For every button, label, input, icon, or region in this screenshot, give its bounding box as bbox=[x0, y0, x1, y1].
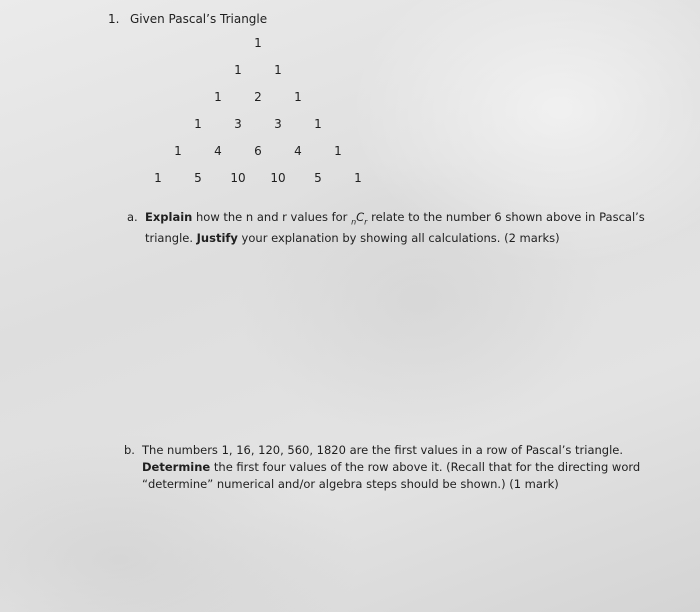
triangle-number: 4 bbox=[294, 144, 302, 158]
triangle-number: 1 bbox=[294, 90, 302, 104]
triangle-number: 1 bbox=[334, 144, 342, 158]
part-a-line-2: triangle. Justify your explanation by showing all calculations. (2 marks) bbox=[145, 231, 560, 246]
triangle-number: 1 bbox=[174, 144, 182, 158]
triangle-number: 10 bbox=[230, 171, 246, 185]
triangle-number: 1 bbox=[274, 63, 282, 77]
part-b-line-3: “determine” numerical and/or algebra steps should be shown.) (1 mark) bbox=[142, 477, 559, 491]
part-b bbox=[124, 442, 641, 493]
part-a-line-1: Explain how the n and r values for $_nC_r$ relate to the number 6 shown above in Pascal’s bbox=[145, 210, 645, 227]
triangle-number: 4 bbox=[214, 144, 222, 158]
part-a-label: a. bbox=[127, 210, 138, 224]
triangle-number: 10 bbox=[270, 171, 286, 185]
triangle-number: 1 bbox=[254, 36, 262, 50]
triangle-number: 1 bbox=[354, 171, 362, 185]
triangle-number: 1 bbox=[314, 117, 322, 131]
directing-word-explain: Explain bbox=[145, 210, 193, 224]
part-b-line-2: Determine the first four values of the row above it. (Recall that for the directing word bbox=[142, 460, 641, 474]
triangle-number: 5 bbox=[194, 171, 202, 185]
directing-word-justify: Justify bbox=[196, 231, 238, 246]
triangle-number: 1 bbox=[234, 63, 242, 77]
triangle-number: 1 bbox=[214, 90, 222, 104]
question-heading bbox=[108, 12, 267, 26]
triangle-number: 3 bbox=[274, 117, 282, 131]
part-b-line-1: The numbers 1, 16, 120, 560, 1820 are the first values in a row of Pascal’s triangle. bbox=[142, 443, 624, 457]
triangle-number: 2 bbox=[254, 90, 262, 104]
question-number: 1. bbox=[108, 12, 120, 26]
ncr-notation: $_nC_r$ bbox=[351, 210, 368, 227]
triangle-number: 1 bbox=[194, 117, 202, 131]
triangle-number: 3 bbox=[234, 117, 242, 131]
part-a bbox=[127, 209, 645, 247]
question-title: Given Pascal’s Triangle bbox=[130, 12, 268, 26]
directing-word-determine: Determine bbox=[142, 460, 211, 474]
part-b-label: b. bbox=[124, 443, 135, 457]
triangle-number: 1 bbox=[154, 171, 162, 185]
triangle-number: 6 bbox=[254, 144, 262, 158]
triangle-number: 5 bbox=[314, 171, 322, 185]
